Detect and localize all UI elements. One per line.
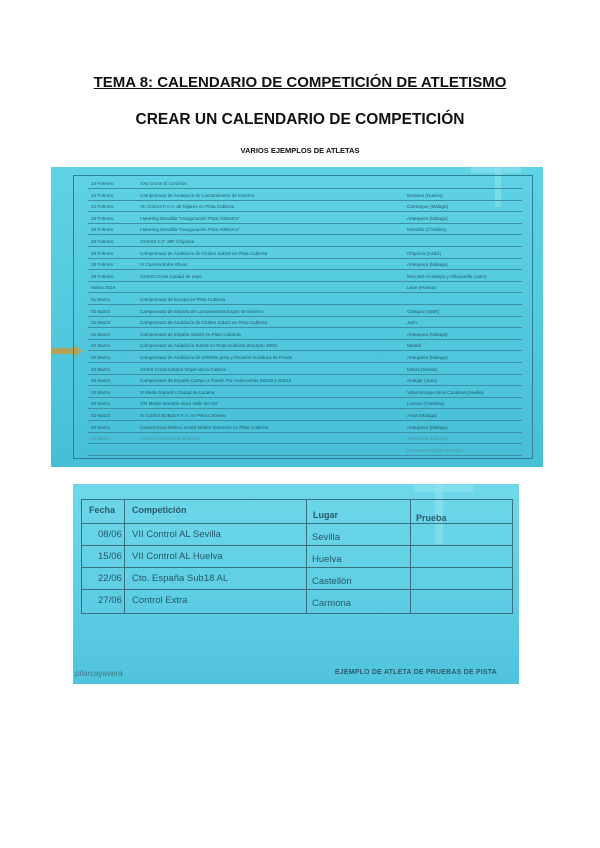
- table-row: [82, 568, 512, 589]
- list-item: [74, 259, 532, 270]
- list-item: [74, 248, 532, 259]
- list-item-competition: III Control SUB16 F.A.A. en Pista Cubierta: [140, 413, 226, 418]
- list-item: [74, 317, 532, 328]
- list-item-date: 03 Marzo: [91, 389, 111, 395]
- list-item-date: 28 Febrero: [91, 215, 114, 221]
- table-row: [82, 524, 512, 545]
- list-item: [74, 410, 532, 421]
- list-item-competition: Control Extra Relevo 4x400 Máster femenino en Pista Cubierta: [140, 424, 269, 430]
- list-item-place: Carranque (Málaga): [407, 204, 449, 210]
- list-item: [74, 306, 532, 317]
- list-item: [74, 178, 532, 189]
- header-place: Lugar: [313, 510, 339, 520]
- page-subtitle: CREAR UN CALENDARIO DE COMPETICIÓN: [135, 111, 465, 128]
- list-item-competition: Control Jornamiento Granada: [140, 436, 201, 442]
- list-item-competition: XXII Cross El Conchón: [140, 181, 187, 186]
- competition-table: [81, 499, 513, 614]
- list-item-date: 24 Febrero: [91, 204, 114, 210]
- list-item-place: Lucena (Córdoba): [407, 401, 445, 407]
- list-item-date: 24 Febrero: [91, 181, 114, 186]
- list-item-competition: Campeonato de España Campo a Través Por Autonomías Sub18 y Sub16: [140, 378, 292, 384]
- list-item-place: Glasgow (GBR): [407, 308, 440, 314]
- list-item-date: 28 Febrero: [91, 227, 114, 233]
- list-item-date: 24 Febrero: [91, 192, 114, 198]
- table-footer-caption: EJEMPLO DE ATLETA DE PRUEBAS DE PISTA: [334, 669, 497, 676]
- list-item: [74, 387, 532, 398]
- page-title: TEMA 8: CALENDARIO DE COMPETICIÓN DE ATLETISMO: [93, 74, 507, 91]
- list-item-place: Antequera (Málaga): [407, 262, 448, 268]
- list-item: [74, 398, 532, 409]
- list-item-place: Villamanrique de la Condesa (Sevilla): [407, 389, 484, 395]
- list-item-competition: XXI Medio Maratón Alora Valle del Sol: [140, 401, 218, 407]
- list-item: [74, 190, 532, 201]
- list-item-competition: Campeonato de Europa en Pista Cubierta: [140, 297, 226, 302]
- list-item: [74, 445, 532, 456]
- table-cell-date: 08/06: [98, 529, 122, 540]
- list-item: [74, 329, 532, 340]
- list-item-date: 02 Marzo: [91, 355, 111, 360]
- list-item-date: 28 Febrero: [91, 262, 114, 268]
- list-item: [74, 364, 532, 375]
- list-item-competition: Campeonato de Andalucía Sub18 en Pista Cubierta (Excepto 3000): [140, 343, 278, 349]
- list-item-place: ESTADIO NÚÑEZ BLANCA: [407, 447, 464, 453]
- list-item: [74, 294, 532, 305]
- table-cell-date: 15/06: [98, 551, 122, 562]
- calendar-photo-list: [51, 167, 543, 467]
- table-cell-competition: VII Control AL Sevilla: [132, 529, 221, 540]
- calendar-photo-table: [73, 484, 519, 684]
- list-item-competition: IV Carrera Entre Olivos: [140, 262, 188, 268]
- list-item-date: 02 Marzo: [91, 331, 111, 337]
- list-item-date: 28 Febrero: [91, 239, 114, 244]
- table-cell-place: Carmona: [312, 598, 352, 609]
- list-item-place: Andújar (Jaén): [407, 378, 438, 384]
- list-item-competition: Campeonato de Andalucía de Clubes Sub16 en Pista Cubierta: [140, 250, 268, 256]
- header-test: Prueba: [416, 513, 447, 523]
- list-item: [74, 224, 532, 235]
- list-item-place: Mondilla (Córdoba): [407, 227, 447, 233]
- list-item-date: 03 Marzo: [91, 413, 111, 418]
- list-item-date: 02 Marzo: [91, 320, 111, 326]
- table-row: [82, 590, 512, 611]
- list-item-date: 04 Marzo: [91, 436, 111, 442]
- table-cell-competition: Cto. España Sub18 AL: [132, 573, 229, 584]
- table-cell-place: Huelva: [312, 554, 342, 565]
- list-item: [74, 352, 532, 363]
- list-item: [74, 213, 532, 224]
- list-item-place: Madrid: [407, 343, 422, 349]
- author-signature: pilarcayavera: [75, 669, 123, 678]
- list-item-place: Utrera (Sevilla): [407, 366, 438, 372]
- list-item-competition: Campeonato de Andalucía de 10000m pista y Reunión Andaluza de Fondo: [140, 355, 293, 360]
- list-item-competition: Campeonato de España de Lanzamientos largos de Invierno: [140, 308, 264, 314]
- list-item-competition: I Meeting Mondilla "Inauguración Pista Atletismo": [140, 215, 240, 221]
- list-item-place: Ntra Del Arcobispo y Villacarrillo (Jaén): [407, 273, 487, 279]
- competition-list: [73, 175, 533, 459]
- header-date: Fecha: [89, 505, 116, 515]
- list-item-competition: XXXVI Cross Urbano Virgen de la Cabeza: [140, 366, 226, 372]
- list-item-date: 28 Febrero: [91, 250, 114, 256]
- table-cell-date: 27/06: [98, 595, 122, 606]
- table-cell-place: Castellón: [312, 576, 352, 587]
- list-item-competition: I Meeting Mondilla "Inauguración Pista Atletismo": [140, 227, 240, 233]
- list-item-competition: Campeonato de Andalucía de Clubes Sub23 en Pista Cubierta: [140, 320, 268, 326]
- list-item-competition: III Media Maratón Ciudad de Lucena: [140, 389, 215, 395]
- list-item-place: Antequera (Málaga): [407, 331, 448, 337]
- list-item-place: Jaén: [407, 320, 417, 326]
- list-item-date: 03 Marzo: [91, 401, 111, 407]
- list-item-place: Lepe (Huelva): [407, 285, 436, 291]
- list-item: [74, 340, 532, 351]
- list-item-date: 28 Febrero: [91, 273, 114, 279]
- list-item: [74, 282, 532, 293]
- page-caption: VARIOS EJEMPLOS DE ATLETAS: [240, 146, 360, 155]
- list-item-date: 03 Marzo: [91, 366, 111, 372]
- list-item-place: Antequera (Málaga): [407, 215, 448, 221]
- list-item-competition: VII Control F.A.A. de Mijares en Pista Cubierta: [140, 204, 235, 210]
- list-item-place: Antequera (Málaga): [407, 355, 448, 360]
- list-item: [74, 433, 532, 444]
- list-item: [74, 422, 532, 433]
- list-item-place: Chipiona (Cádiz): [407, 250, 442, 256]
- list-item-date: 01 Marzo: [91, 297, 111, 302]
- list-item-place: Antequera (Málaga): [407, 436, 448, 442]
- list-item-competition: Campeonato de Andalucía de Lanzamientos de Invierno: [140, 192, 255, 198]
- list-item: [74, 271, 532, 282]
- list-item-place: Alora (Málaga): [407, 413, 438, 418]
- table-cell-competition: Control Extra: [132, 595, 188, 606]
- table-cell-competition: VII Control AL Huelva: [132, 551, 223, 562]
- list-item-date: 02 Marzo: [91, 343, 111, 349]
- list-item: [74, 236, 532, 247]
- table-cell-date: 22/06: [98, 573, 122, 584]
- list-item-date: 02 Marzo: [91, 308, 111, 314]
- list-item: [74, 375, 532, 386]
- header-competition: Competición: [132, 505, 187, 515]
- list-item-place: Bonares (Huelva): [407, 192, 443, 198]
- list-item-date: Marzo 2019: [91, 285, 116, 291]
- list-item-competition: XXXVIII C.P. 28F Chipiona: [140, 239, 195, 244]
- list-item-competition: Campeonato de España Sub20 en Pista Cubierta: [140, 331, 241, 337]
- list-item-place: Antequera (Málaga): [407, 424, 448, 430]
- list-item-date: 03 Marzo: [91, 378, 111, 384]
- table-cell-place: Sevilla: [312, 532, 340, 543]
- list-item: [74, 201, 532, 212]
- table-row: [82, 546, 512, 567]
- list-item-competition: XXXVII Cross Ciudad de Lepe: [140, 273, 202, 279]
- list-item-date: 03 Marzo: [91, 424, 111, 430]
